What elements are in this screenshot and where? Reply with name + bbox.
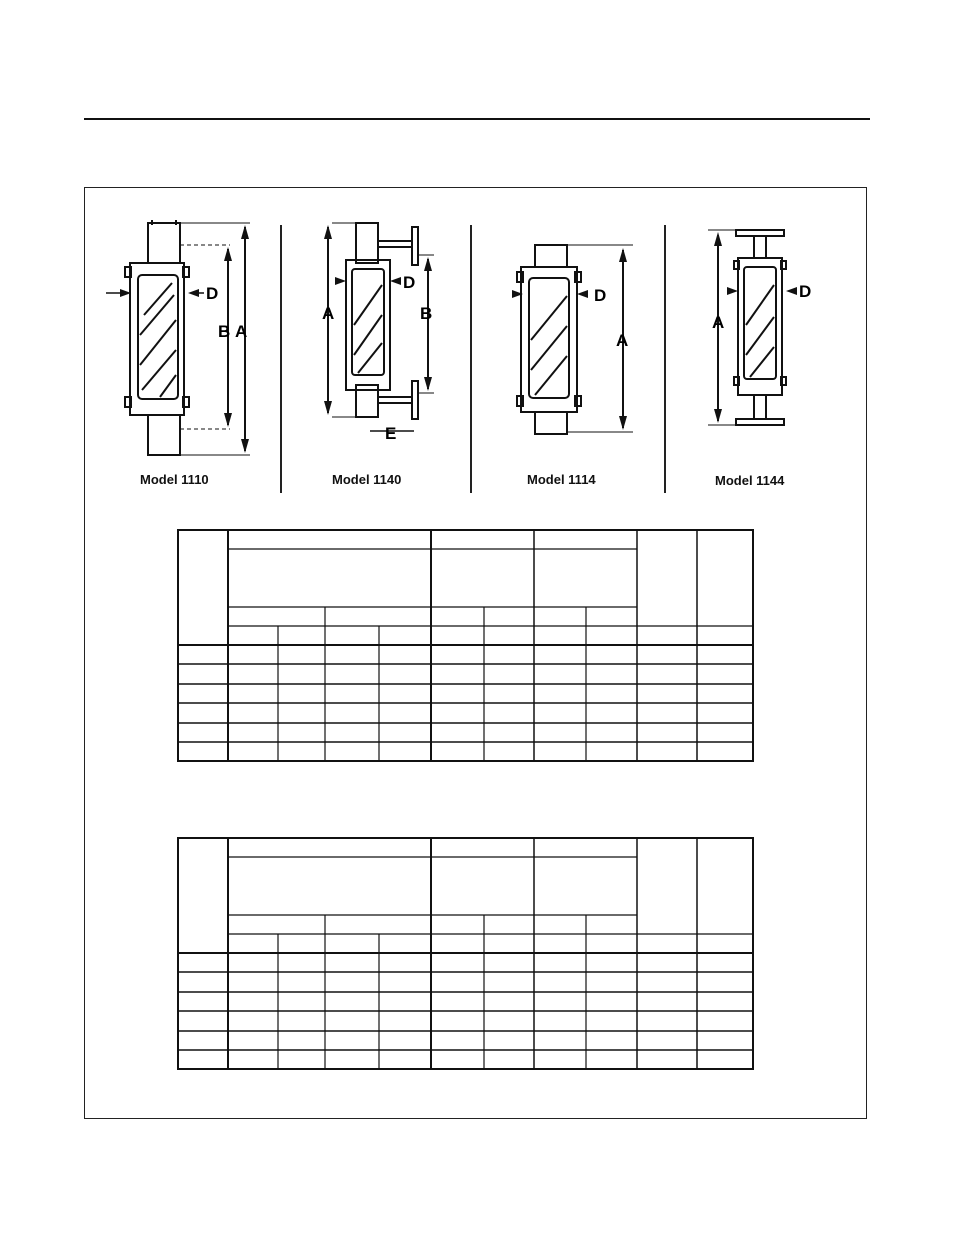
model-1140-label: Model 1140 xyxy=(332,472,402,487)
model-1114-drawing xyxy=(495,240,645,440)
dim-d-label: D xyxy=(403,273,416,292)
separator-2 xyxy=(470,225,472,493)
model-1144-label: Model 1144 xyxy=(715,473,785,488)
dim-a-label: A xyxy=(235,322,248,341)
dimension-table-2 xyxy=(177,837,754,1070)
dim-a-label: A xyxy=(322,304,335,323)
model-1144-drawing xyxy=(700,225,830,435)
dim-b-label: B xyxy=(420,304,433,323)
model-1110-label: Model 1110 xyxy=(140,472,209,487)
dimension-table-1 xyxy=(177,529,754,762)
separator-3 xyxy=(664,225,666,493)
header-rule xyxy=(84,118,870,120)
dim-d-label: D xyxy=(206,284,219,303)
dim-b-label: B xyxy=(218,322,231,341)
dim-d-label: D xyxy=(594,286,607,305)
dim-a-label: A xyxy=(712,313,725,332)
model-1114-label: Model 1114 xyxy=(527,472,596,487)
dim-a-label: A xyxy=(616,331,629,350)
separator-1 xyxy=(280,225,282,493)
model-1140-drawing xyxy=(310,215,450,450)
model-1110-drawing xyxy=(100,215,270,460)
dim-d-label: D xyxy=(799,282,812,301)
dim-e-label: E xyxy=(385,424,397,443)
